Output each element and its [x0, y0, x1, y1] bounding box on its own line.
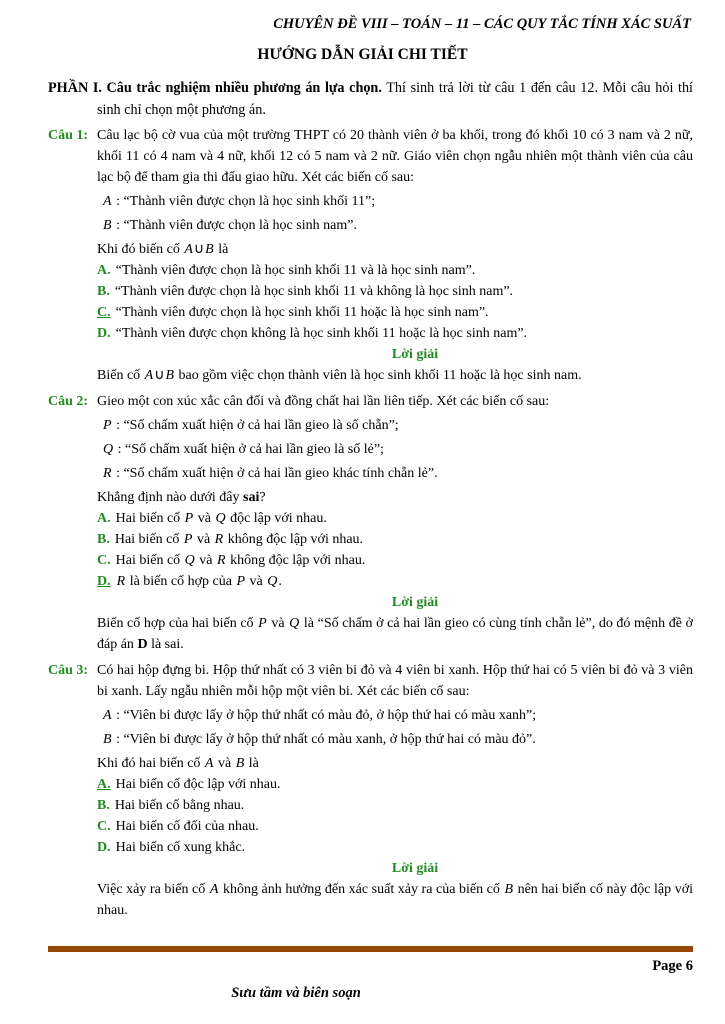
question-3 [48, 660, 693, 921]
question-2-option-d [97, 571, 693, 592]
question-3-number: Câu 3: [48, 663, 89, 678]
option-text: Hai biến cố bằng nhau. [114, 798, 245, 813]
question-1-option-b [97, 281, 693, 302]
part-heading: PHẦN I. Câu trắc nghiệm nhiều phương án lựa chọn. Thí sinh trả lời từ câu 1 đến câu 12. Mỗi câu hỏi thí sinh chỉ chọn một phương án. [48, 80, 693, 118]
question-1-content [97, 125, 693, 386]
option-letter: B. [97, 798, 110, 813]
option-letter: C. [97, 305, 111, 320]
question-2-option-a [97, 508, 693, 529]
solution-heading: Lời giải [391, 595, 439, 610]
question-1-option-c [97, 302, 693, 323]
question-2-content [97, 391, 693, 655]
option-letter: C. [97, 819, 111, 834]
question-3-option-a [97, 774, 693, 795]
option-text: Hai biến cố P và R không độc lập với nhau. [114, 532, 364, 547]
question-3-event-b: B : “Viên bi được lấy ở hộp thứ nhất có màu xanh, ở hộp thứ hai có màu đỏ”. [103, 732, 536, 747]
question-3-prompt: Khi đó hai biến cố A và B là [97, 756, 259, 771]
question-3-option-d [97, 837, 693, 858]
question-2 [48, 391, 693, 655]
page-number: Page 6 [652, 958, 693, 974]
question-1-option-a [97, 260, 693, 281]
option-text: Hai biến cố xung khắc. [115, 840, 246, 855]
option-letter: D. [97, 840, 111, 855]
question-2-option-b [97, 529, 693, 550]
page-header-banner: CHUYÊN ĐỀ VIII – TOÁN – 11 – CÁC QUY TẮC TÍNH XÁC SUẤT [273, 16, 691, 32]
option-letter: C. [97, 553, 111, 568]
credit-line: Sưu tầm và biên soạn [231, 985, 361, 1001]
question-1 [48, 125, 693, 386]
question-2-option-c [97, 550, 693, 571]
question-1-event-b: B : “Thành viên được chọn là học sinh nam”. [103, 218, 357, 233]
question-1-number: Câu 1: [48, 128, 89, 143]
question-1-option-d [97, 323, 693, 344]
option-text: Hai biến cố độc lập với nhau. [115, 777, 281, 792]
option-letter: D. [97, 574, 111, 589]
option-text: “Thành viên được chọn là học sinh khối 11 và là học sinh nam”. [115, 263, 476, 278]
option-letter: A. [97, 777, 111, 792]
option-letter: D. [97, 326, 111, 341]
option-text: “Thành viên được chọn là học sinh khối 11 hoặc là học sinh nam”. [115, 305, 489, 320]
question-3-option-c [97, 816, 693, 837]
question-3-option-b [97, 795, 693, 816]
solution-heading: Lời giải [391, 861, 439, 876]
question-3-solution: Việc xảy ra biến cố A không ảnh hưởng đến xác suất xảy ra của biến cố B nên hai biến cố này độc lập với nhau. [97, 882, 694, 918]
document-title: HƯỚNG DẪN GIẢI CHI TIẾT [257, 46, 468, 63]
question-2-number: Câu 2: [48, 394, 89, 409]
question-2-solution: Biến cố hợp của hai biến cố P và Q là “Số chấm ở cả hai lần gieo có cùng tính chẵn lẻ”, do đó mệnh đề ở đáp án D là sai. [97, 616, 693, 652]
question-2-intro: Gieo một con xúc xắc cân đối và đồng chất hai lần liên tiếp. Xét các biến cố sau: [97, 394, 550, 409]
question-3-event-a: A : “Viên bi được lấy ở hộp thứ nhất có màu đỏ, ở hộp thứ hai có màu xanh”; [103, 708, 537, 723]
option-text: Hai biến cố Q và R không độc lập với nhau. [115, 553, 366, 568]
question-2-event-r: R : “Số chấm xuất hiện ở cả hai lần gieo khác tính chẵn lẻ”. [103, 466, 438, 481]
question-1-event-a: A : “Thành viên được chọn là học sinh khối 11”; [103, 194, 376, 209]
question-3-intro: Có hai hộp đựng bi. Hộp thứ nhất có 3 viên bi đỏ và 4 viên bi xanh. Hộp thứ hai có 5 viên bi đỏ và 3 viên bi xanh. Lấy ngẫu nhiên mỗi hộp một viên bi. Xét các biến cố sau: [97, 663, 693, 699]
option-text: Hai biến cố đối của nhau. [115, 819, 259, 834]
question-1-solution: Biến cố A∪B bao gồm việc chọn thành viên là học sinh khối 11 hoặc là học sinh nam. [97, 368, 582, 383]
option-text: “Thành viên được chọn không là học sinh khối 11 hoặc là học sinh nam”. [115, 326, 528, 341]
footer-rule [48, 946, 693, 952]
option-letter: B. [97, 532, 110, 547]
question-2-event-p: P : “Số chấm xuất hiện ở cả hai lần gieo là số chẵn”; [103, 418, 399, 433]
question-1-prompt: Khi đó biến cố A∪B là [97, 242, 229, 257]
questions-content [48, 125, 693, 926]
option-text: “Thành viên được chọn là học sinh khối 11 và không là học sinh nam”. [114, 284, 514, 299]
option-letter: B. [97, 284, 110, 299]
option-text: Hai biến cố P và Q độc lập với nhau. [115, 511, 327, 526]
question-1-intro: Câu lạc bộ cờ vua của một trường THPT có 20 thành viên ở ba khối, trong đó khối 10 có 3 nam và 2 nữ, khối 11 có 4 nam và 4 nữ, khối 12 có 5 nam và 2 nữ. Giáo viên chọn ngẫu nhiên một thành viên của câu lạc bộ để tham gia thi đấu giao hữu. Xét các biến cố sau: [97, 128, 693, 185]
option-letter: A. [97, 263, 111, 278]
option-letter: A. [97, 511, 111, 526]
question-3-content [97, 660, 693, 921]
solution-heading: Lời giải [391, 347, 439, 362]
question-2-event-q: Q : “Số chấm xuất hiện ở cả hai lần gieo là số lẻ”; [103, 442, 384, 457]
question-2-prompt: Khẳng định nào dưới đây sai? [97, 490, 266, 505]
option-text: R là biến cố hợp của P và Q. [116, 574, 282, 589]
